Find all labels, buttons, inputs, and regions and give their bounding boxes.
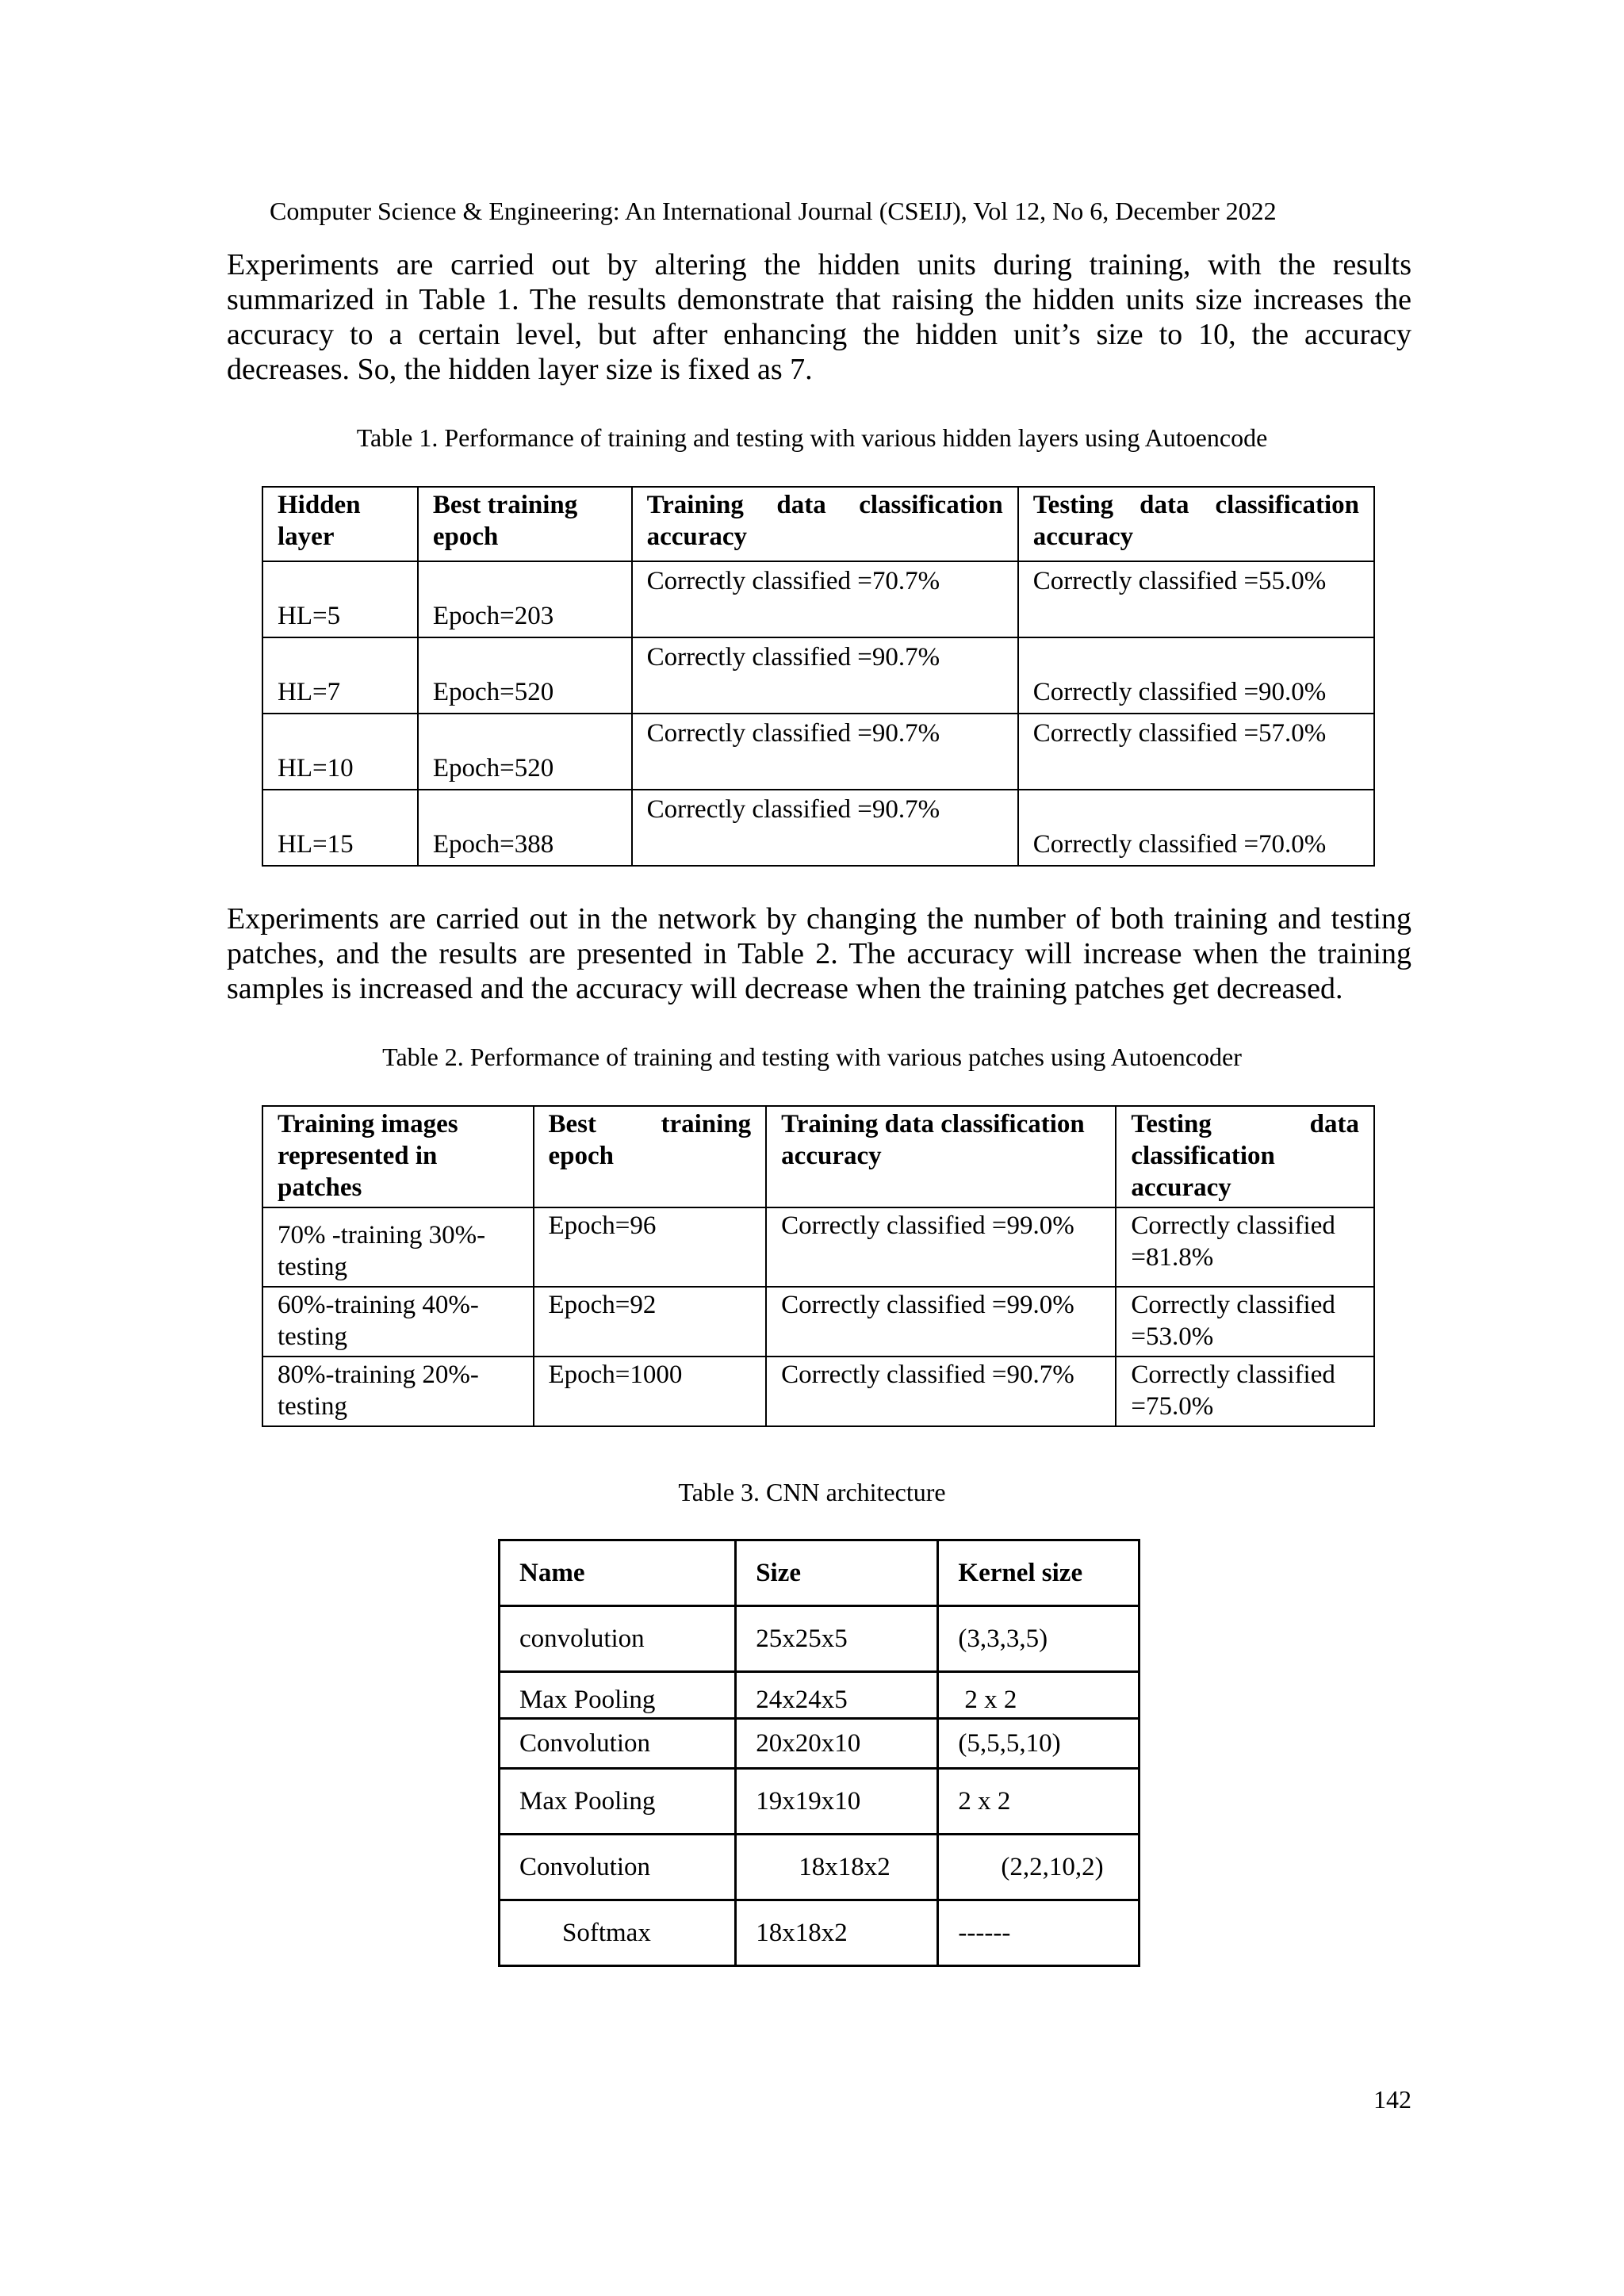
table-cell: 24x24x5 — [736, 1672, 938, 1719]
table-patches — [262, 1105, 1375, 1427]
table-cell: ------ — [938, 1900, 1139, 1966]
table-row — [500, 1900, 1139, 1966]
table-cell: Correctly classified =99.0% — [766, 1207, 1116, 1287]
paragraph-hidden-units: Experiments are carried out by altering the hidden units during training, with the results summarized in Table 1. The results demonstrate that raising the hidden units size increases the accuracy to a certain level, but after enhancing the hidden unit’s size to 10, the accuracy decreases. So, the hidden layer size is fixed as 7. — [227, 248, 1411, 386]
table-cell: 25x25x5 — [736, 1606, 938, 1672]
column-header: Training data classification accuracy — [766, 1106, 1116, 1207]
column-header: Size — [736, 1540, 938, 1606]
table-row — [262, 714, 1374, 790]
table-cell: (5,5,5,10) — [938, 1719, 1139, 1769]
table-cell: Epoch=203 — [418, 561, 632, 637]
table-cell: Correctly classified =99.0% — [766, 1287, 1116, 1357]
table-cell: Correctly classified =75.0% — [1116, 1357, 1374, 1426]
table-cell: Epoch=96 — [534, 1207, 767, 1287]
table-cell: 60%-training 40%-testing — [262, 1287, 534, 1357]
table-cell: 2 x 2 — [938, 1769, 1139, 1835]
table1-caption: Table 1. Performance of training and testing with various hidden layers using Autoencode — [356, 423, 1268, 452]
table-cell: 19x19x10 — [736, 1769, 938, 1835]
table-cell: Epoch=388 — [418, 790, 632, 866]
table-cell: 18x18x2 — [736, 1900, 938, 1966]
page-number: 142 — [1373, 2085, 1411, 2114]
table-row — [262, 790, 1374, 866]
running-header: Computer Science & Engineering: An International Journal (CSEIJ), Vol 12, No 6, December 2022 — [270, 197, 1277, 225]
table-cell: convolution — [500, 1606, 736, 1672]
table-cell: HL=7 — [262, 637, 418, 714]
table-cell: HL=10 — [262, 714, 418, 790]
column-header: Best training epoch — [418, 487, 632, 561]
table-cell: Softmax — [500, 1900, 736, 1966]
column-header: Hidden layer — [262, 487, 418, 561]
table-cell: (3,3,3,5) — [938, 1606, 1139, 1672]
column-header: Testing data classification accuracy — [1116, 1106, 1374, 1207]
table-cell: Correctly classified =90.7% — [766, 1357, 1116, 1426]
table2-caption: Table 2. Performance of training and testing with various patches using Autoencoder — [382, 1043, 1242, 1071]
table-row — [500, 1835, 1139, 1900]
column-header: Training images represented in patches — [262, 1106, 534, 1207]
paragraph-patches: Experiments are carried out in the network by changing the number of both training and testing patches, and the results are presented in Table 2. The accuracy will increase when the training samples is increased and the accuracy will decrease when the training patches get decreased. — [227, 902, 1411, 1005]
column-header: Testing data classification accuracy — [1018, 487, 1374, 561]
column-header: Training data classification accuracy — [632, 487, 1018, 561]
table-row — [500, 1672, 1139, 1719]
table-header-row — [262, 487, 1374, 561]
table-cell: Correctly classified =53.0% — [1116, 1287, 1374, 1357]
table-cell: Epoch=520 — [418, 714, 632, 790]
column-header: Name — [500, 1540, 736, 1606]
table-cell: Epoch=1000 — [534, 1357, 767, 1426]
table-row — [262, 1287, 1374, 1357]
table-row — [500, 1719, 1139, 1769]
table-cell: 18x18x2 — [736, 1835, 938, 1900]
table-cell: Correctly classified =90.7% — [632, 790, 1018, 866]
table-cell: HL=15 — [262, 790, 418, 866]
table-row — [262, 1357, 1374, 1426]
table-cell: Correctly classified =70.0% — [1018, 790, 1374, 866]
table-hidden-layers — [262, 486, 1375, 867]
table-cell: 2 x 2 — [938, 1672, 1139, 1719]
table-cell: Correctly classified =81.8% — [1116, 1207, 1374, 1287]
table-cell: Convolution — [500, 1835, 736, 1900]
table-cell: Correctly classified =55.0% — [1018, 561, 1374, 637]
table-cell: Max Pooling — [500, 1672, 736, 1719]
table-cell: 20x20x10 — [736, 1719, 938, 1769]
table-cnn-architecture — [498, 1539, 1140, 1967]
table-row — [500, 1769, 1139, 1835]
table-row — [262, 561, 1374, 637]
table-cell: (2,2,10,2) — [938, 1835, 1139, 1900]
table-cell: HL=5 — [262, 561, 418, 637]
table-cell: Epoch=92 — [534, 1287, 767, 1357]
column-header: Kernel size — [938, 1540, 1139, 1606]
table-cell: Correctly classified =90.0% — [1018, 637, 1374, 714]
table-cell: Correctly classified =57.0% — [1018, 714, 1374, 790]
column-header: Best training epoch — [534, 1106, 767, 1207]
table-cell: Correctly classified =90.7% — [632, 714, 1018, 790]
table-row — [262, 1207, 1374, 1287]
table-cell: 80%-training 20%-testing — [262, 1357, 534, 1426]
table-cell: Convolution — [500, 1719, 736, 1769]
table-row — [500, 1606, 1139, 1672]
table-cell: 70% -training 30%-testing — [262, 1207, 534, 1287]
table-cell: Correctly classified =70.7% — [632, 561, 1018, 637]
table-cell: Max Pooling — [500, 1769, 736, 1835]
table-cell: Correctly classified =90.7% — [632, 637, 1018, 714]
table-cell: Epoch=520 — [418, 637, 632, 714]
table3-caption: Table 3. CNN architecture — [678, 1478, 946, 1506]
table-header-row — [500, 1540, 1139, 1606]
table-row — [262, 637, 1374, 714]
table-header-row — [262, 1106, 1374, 1207]
